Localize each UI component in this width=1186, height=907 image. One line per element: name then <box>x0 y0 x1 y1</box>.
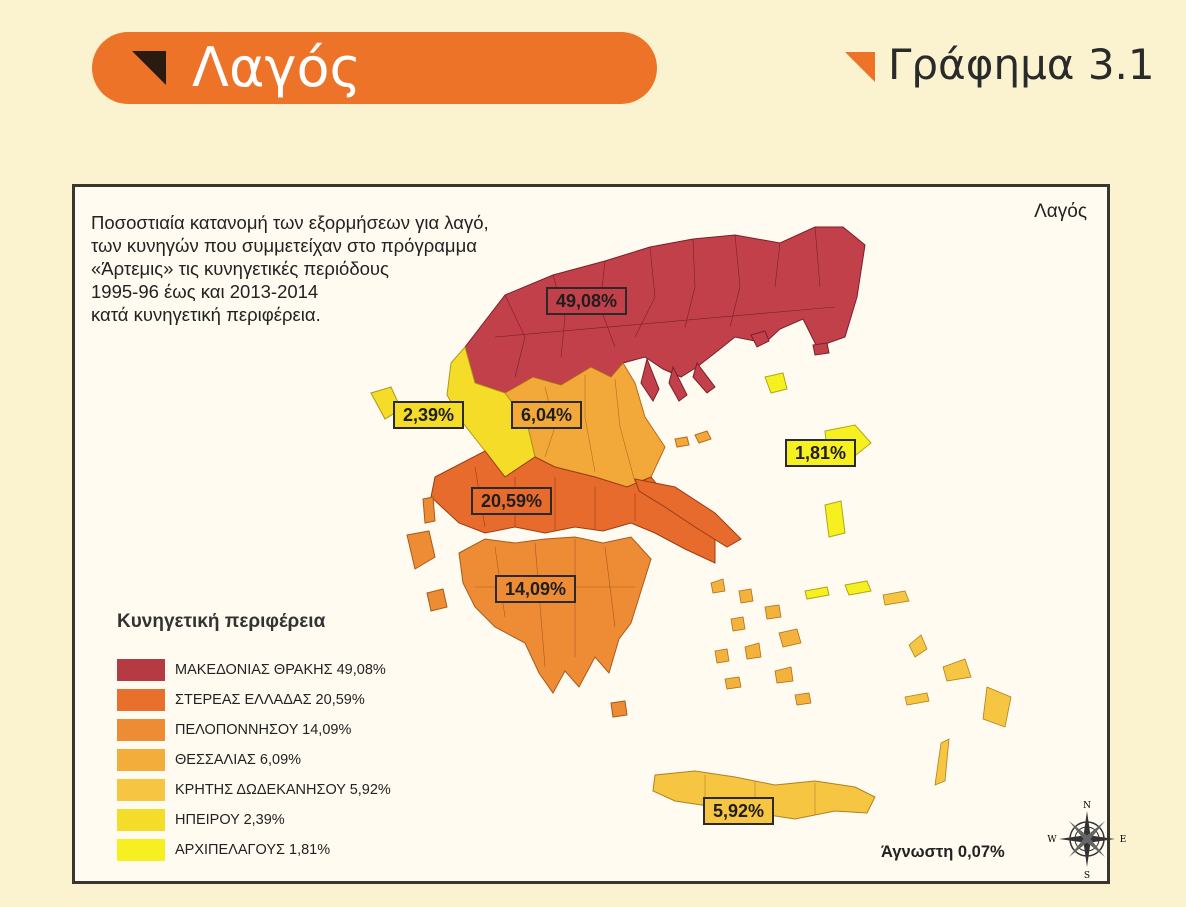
legend-label: ΣΤΕΡΕΑΣ ΕΛΛΑΔΑΣ 20,59% <box>175 692 365 708</box>
cyclades-island-7 <box>715 649 729 663</box>
legend-item <box>117 775 391 805</box>
label-ipeiros: 2,39% <box>393 401 464 429</box>
samothraki-island <box>813 343 829 355</box>
label-makedonia: 49,08% <box>546 287 627 315</box>
cyclades-island-5 <box>779 629 801 647</box>
map-corner-title: Λαγός <box>1034 201 1087 222</box>
legend-label: ΜΑΚΕΔΟΝΙΑΣ ΘΡΑΚΗΣ 49,08% <box>175 662 386 678</box>
label-sterea: 20,59% <box>471 487 552 515</box>
legend-title: Κυνηγετική περιφέρεια <box>117 611 326 632</box>
cyclades-island-2 <box>739 589 753 603</box>
cyclades-island-6 <box>745 643 761 659</box>
cyclades-island-10 <box>795 693 811 705</box>
page-title: Λαγός <box>192 36 362 99</box>
legend-label: ΗΠΕΙΡΟΥ 2,39% <box>175 812 285 828</box>
figure-label: Γράφημα 3.1 <box>888 40 1155 89</box>
zakynthos-island <box>427 589 447 611</box>
label-archipelagos: 1,81% <box>785 439 856 467</box>
karpathos-island <box>935 739 949 785</box>
caption-line: 1995-96 έως και 2013-2014 <box>91 281 319 302</box>
legend-swatch <box>117 779 165 801</box>
chios-island <box>825 501 845 537</box>
lefkada-island <box>423 497 435 523</box>
compass-w: W <box>1047 835 1057 845</box>
label-thessalia: 6,04% <box>511 401 582 429</box>
limnos-island <box>765 373 787 393</box>
cyclades-island-4 <box>731 617 745 631</box>
rhodes-island <box>983 687 1011 727</box>
dodecanese-island-1 <box>883 591 909 605</box>
compass-rose-icon <box>1047 799 1127 879</box>
legend-swatch <box>117 659 165 681</box>
ikaria-island <box>805 587 829 599</box>
legend-swatch <box>117 689 165 711</box>
header-banner <box>92 32 657 104</box>
map-panel <box>72 184 1127 884</box>
legend-item <box>117 655 391 685</box>
legend-label: ΚΡΗΤΗΣ ΔΩΔΕΚΑΝΗΣΟΥ 5,92% <box>175 782 391 798</box>
dodecanese-island-2 <box>909 635 927 657</box>
legend-item <box>117 805 391 835</box>
cyclades-island-8 <box>775 667 793 683</box>
figure-triangle-icon <box>845 52 875 82</box>
legend-swatch <box>117 719 165 741</box>
dodecanese-island-3 <box>943 659 971 681</box>
cyclades-island-1 <box>711 579 725 593</box>
caption-line: «Άρτεμις» τις κυνηγετικές περιόδους <box>91 258 389 279</box>
legend-item <box>117 685 391 715</box>
kythira-island <box>611 701 627 717</box>
caption-line: Ποσοστιαία κατανομή των εξορμήσεων για λαγό, <box>91 212 489 233</box>
legend-swatch <box>117 809 165 831</box>
legend-label: ΑΡΧΙΠΕΛΑΓΟΥΣ 1,81% <box>175 842 331 858</box>
legend-item <box>117 745 391 775</box>
sporades-1 <box>675 437 689 447</box>
kos-island <box>905 693 929 705</box>
unknown-percentage: Άγνωστη 0,07% <box>881 843 1005 861</box>
caption-line: των κυνηγών που συμμετείχαν στο πρόγραμμα <box>91 235 477 256</box>
legend-label: ΘΕΣΣΑΛΙΑΣ 6,09% <box>175 752 302 768</box>
compass-n: N <box>1083 801 1091 811</box>
samos-island <box>845 581 871 595</box>
map-caption <box>91 211 591 326</box>
legend-item <box>117 715 391 745</box>
label-kriti: 5,92% <box>703 797 774 825</box>
chalkidiki-finger-3 <box>693 363 715 393</box>
label-peloponnisos: 14,09% <box>495 575 576 603</box>
cyclades-island-3 <box>765 605 781 619</box>
compass-s: S <box>1083 871 1091 879</box>
legend-label: ΠΕΛΟΠΟΝΝΗΣΟΥ 14,09% <box>175 722 352 738</box>
header-triangle-icon <box>132 51 166 85</box>
region-peloponnisos <box>459 537 651 693</box>
legend <box>117 655 391 865</box>
compass-e: E <box>1119 835 1127 845</box>
caption-line: κατά κυνηγετική περιφέρεια. <box>91 304 321 325</box>
kefalonia-island <box>407 531 435 569</box>
legend-swatch <box>117 749 165 771</box>
legend-item <box>117 835 391 865</box>
legend-swatch <box>117 839 165 861</box>
cyclades-island-9 <box>725 677 741 689</box>
sporades-2 <box>695 431 711 443</box>
chalkidiki-finger-1 <box>641 359 659 401</box>
